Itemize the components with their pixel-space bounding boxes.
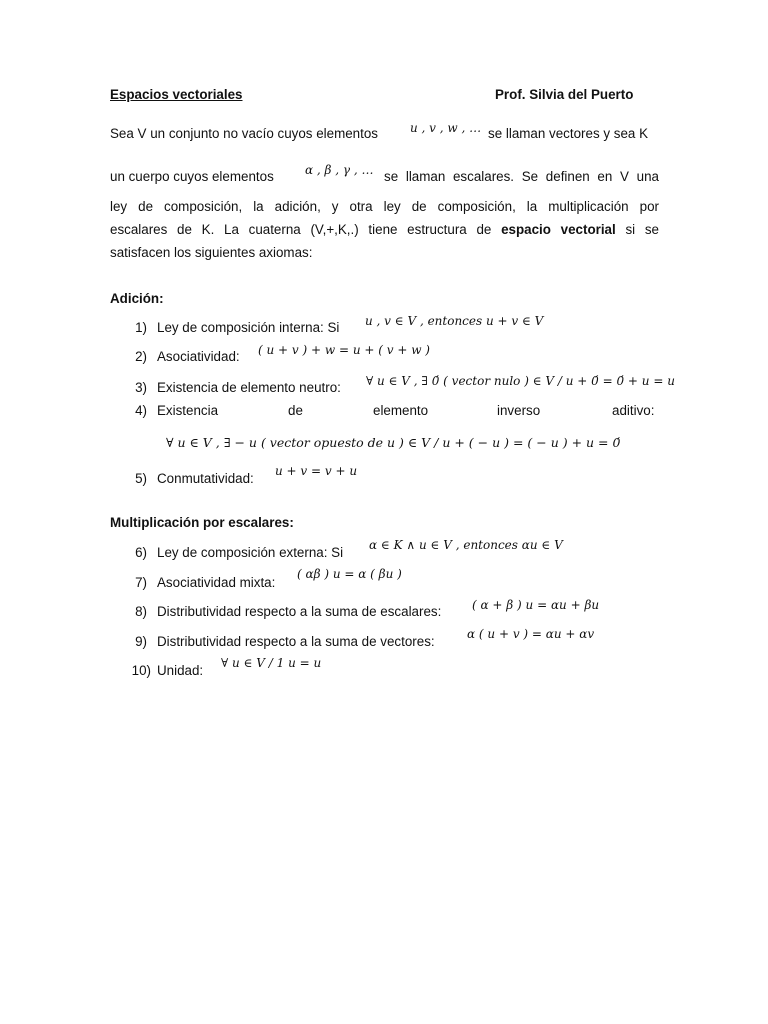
intro-line-4 [110, 222, 659, 237]
author-name: Prof. Silvia del Puerto [495, 87, 634, 102]
intro-line-4-start: escalares de K. La cuaterna (V,+,K,.) tiene estructura de [110, 222, 502, 237]
axiom-number: 2) [135, 349, 147, 364]
axiom-word: elemento [373, 403, 429, 418]
axiom-text: Unidad: [157, 663, 204, 678]
axiom-text: Ley de composición interna: Si [157, 320, 340, 335]
intro-line-1-text: Sea V un conjunto no vacío cuyos elementos [110, 126, 378, 141]
axiom-formula: u + v = v + u [275, 464, 358, 478]
axiom-number: 8) [135, 604, 147, 619]
axiom-formula: ∀ u ∈ V , ∃ 0́ ( vector nulo ) ∈ V / u + 0́ = 0́ + u = u [366, 374, 675, 388]
axiom-formula: ( αβ ) u = α ( βu ) [297, 567, 402, 581]
axiom-word: inverso [497, 403, 541, 418]
axiom-formula: α ∈ K ∧ u ∈ V , entonces αu ∈ V [369, 538, 563, 552]
axiom-text: Asociatividad mixta: [157, 575, 276, 590]
espacio-vectorial-term: espacio vectorial [501, 222, 616, 237]
axiom-text: Distributividad respecto a la suma de vectores: [157, 634, 435, 649]
axiom-text: Distributividad respecto a la suma de escalares: [157, 604, 442, 619]
axiom-formula: ∀ u ∈ V , ∃ − u ( vector opuesto de u ) ∈ V / u + ( − u ) = ( − u ) + u = 0́ [166, 435, 621, 450]
axiom-text: Conmutatividad: [157, 471, 254, 486]
axiom-formula: α ( u + v ) = αu + αv [467, 627, 595, 641]
axiom-text: Asociatividad: [157, 349, 240, 364]
axiom-number: 1) [135, 320, 147, 335]
axiom-formula: u , v ∈ V , entonces u + v ∈ V [365, 314, 544, 328]
axiom-formula: ( α + β ) u = αu + βu [472, 598, 600, 612]
axiom-formula: ( u + v ) + w = u + ( v + w ) [258, 343, 430, 357]
axiom-number: 4) [135, 403, 147, 418]
axiom-word: Existencia [157, 403, 219, 418]
intro-line-4-end: si se [615, 222, 659, 237]
axiom-number: 7) [135, 575, 147, 590]
intro-line-2-text-end: se llaman escalares. Se definen en V una [384, 169, 659, 184]
document-title: Espacios vectoriales [110, 87, 243, 102]
intro-line-3: ley de composición, la adición, y otra ley de composición, la multiplicación por [110, 199, 659, 214]
axiom-number: 6) [135, 545, 147, 560]
axiom-text: Ley de composición externa: Si [157, 545, 344, 560]
intro-line-2-text: un cuerpo cuyos elementos [110, 169, 274, 184]
axiom-formula: ∀ u ∈ V / 1 u = u [221, 656, 322, 670]
axiom-number: 3) [135, 380, 147, 395]
vector-elements-formula: u , v , w , … [410, 121, 482, 135]
axiom-word: aditivo: [612, 403, 655, 418]
intro-line-5: satisfacen los siguientes axiomas: [110, 245, 313, 260]
section-heading-adicion: Adición: [110, 291, 164, 306]
axiom-number: 5) [135, 471, 147, 486]
intro-line-1-text-end: se llaman vectores y sea K [488, 126, 649, 141]
axiom-word: de [288, 403, 303, 418]
scalar-elements-formula: α , β , γ , … [305, 163, 374, 177]
axiom-text: Existencia de elemento neutro: [157, 380, 341, 395]
section-heading-multiplicacion: Multiplicación por escalares: [110, 515, 294, 530]
axiom-number: 10) [131, 663, 151, 678]
axiom-number: 9) [135, 634, 147, 649]
